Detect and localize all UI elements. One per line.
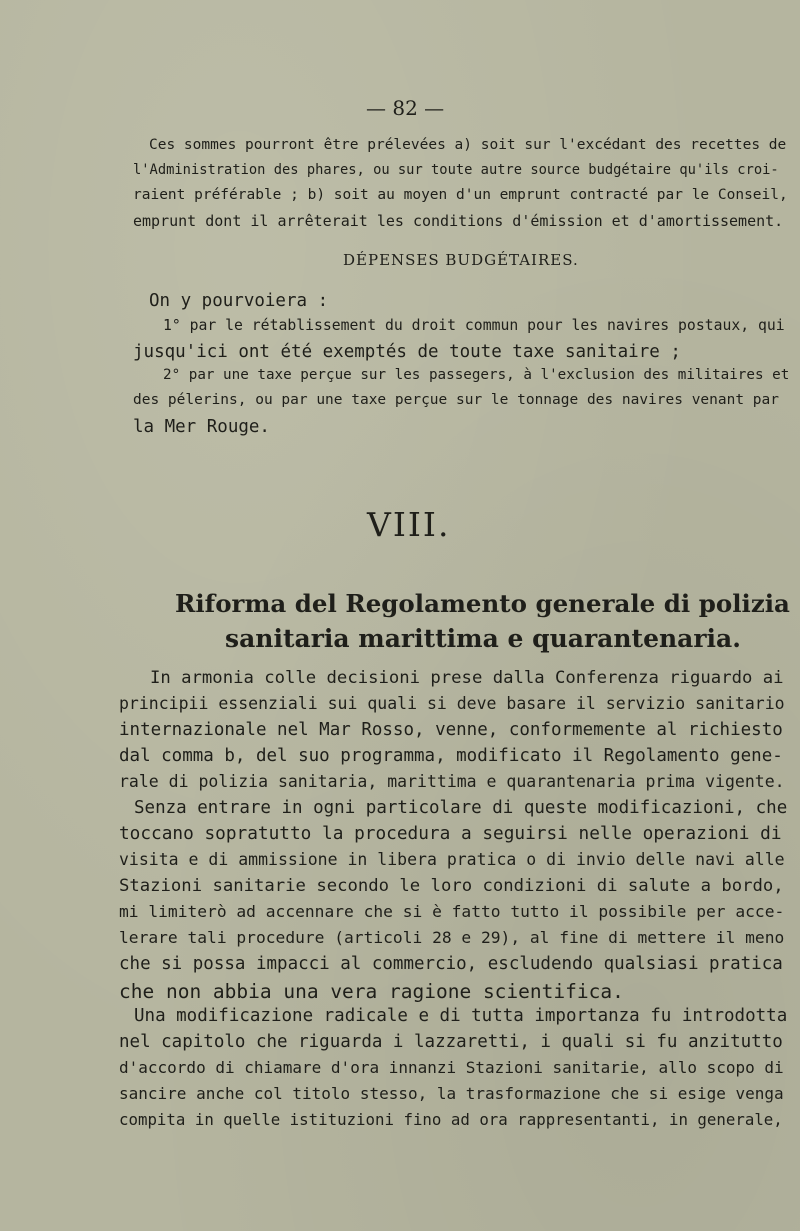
- french-para2-line: des pélerins, ou par une taxe perçue sur le tonnage des navires venant par: [133, 392, 780, 408]
- section-subheading: DÉPENSES BUDGÉTAIRES.: [343, 251, 579, 269]
- italian-line: Stazioni sanitarie secondo le loro condizioni di salute a bordo,: [119, 876, 784, 896]
- italian-line: nel capitolo che riguarda i lazzaretti, i quali si fu anzitutto: [119, 1032, 783, 1052]
- italian-line: dal comma b, del suo programma, modificato il Regolamento gene-: [119, 746, 783, 766]
- italian-line: Senza entrare in ogni particolare di queste modificazioni, che: [134, 798, 788, 818]
- italian-line: toccano sopratutto la procedura a seguirsi nelle operazioni di: [119, 824, 782, 844]
- french-para1-line: raient préférable ; b) soit au moyen d'un emprunt contracté par le Conseil,: [133, 187, 788, 203]
- french-para2-line: On y pourvoiera :: [149, 291, 329, 311]
- french-para2-line: 2° par une taxe perçue sur les passegers, à l'exclusion des militaires et: [163, 367, 790, 383]
- italian-line: In armonia colle decisioni prese dalla Conferenza riguardo ai: [150, 668, 784, 688]
- french-para1-line: Ces sommes pourront être prélevées a) soit sur l'excédant des recettes de: [149, 137, 787, 153]
- italian-line: sancire anche col titolo stesso, la trasformazione che si esige venga: [119, 1084, 784, 1103]
- section-number: VIII.: [367, 505, 451, 544]
- section-title-line2: sanitaria marittima e quarantenaria.: [225, 624, 741, 653]
- italian-line: rale di polizia sanitaria, marittima e quarantenaria prima vigente.: [119, 772, 785, 791]
- italian-line: che si possa impacci al commercio, escludendo qualsiasi pratica: [119, 954, 783, 974]
- italian-line: mi limiterò ad accennare che si è fatto tutto il possibile per acce-: [119, 902, 785, 921]
- french-para2-line: 1° par le rétablissement du droit commun pour les navires postaux, qui: [163, 317, 785, 334]
- french-para2-line: la Mer Rouge.: [133, 417, 270, 437]
- italian-line: d'accordo di chiamare d'ora innanzi Stazioni sanitarie, allo scopo di: [119, 1058, 784, 1077]
- french-para1-line: l'Administration des phares, ou sur toute autre source budgétaire qu'ils croi-: [133, 162, 779, 178]
- italian-line: visita e di ammissione in libera pratica o di invio delle navi alle: [119, 850, 785, 869]
- italian-line: Una modificazione radicale e di tutta importanza fu introdotta: [134, 1006, 788, 1026]
- french-para1-line: emprunt dont il arrêterait les conditions d'émission et d'amortissement.: [133, 212, 784, 230]
- section-title-line1: Riforma del Regolamento generale di polizia: [175, 589, 790, 618]
- italian-line: principii essenziali sui quali si deve basare il servizio sanitario: [119, 694, 785, 713]
- italian-line: internazionale nel Mar Rosso, venne, conformemente al richiesto: [119, 720, 783, 740]
- italian-line: compita in quelle istituzioni fino ad ora rappresentanti, in generale,: [119, 1110, 783, 1129]
- italian-line: lerare tali procedure (articoli 28 e 29), al fine di mettere il meno: [119, 928, 785, 947]
- french-para2-line: jusqu'ici ont été exemptés de toute taxe sanitaire ;: [133, 342, 681, 362]
- page-number: — 82 —: [366, 96, 445, 120]
- italian-line: che non abbia una vera ragione scientifica.: [119, 980, 624, 1003]
